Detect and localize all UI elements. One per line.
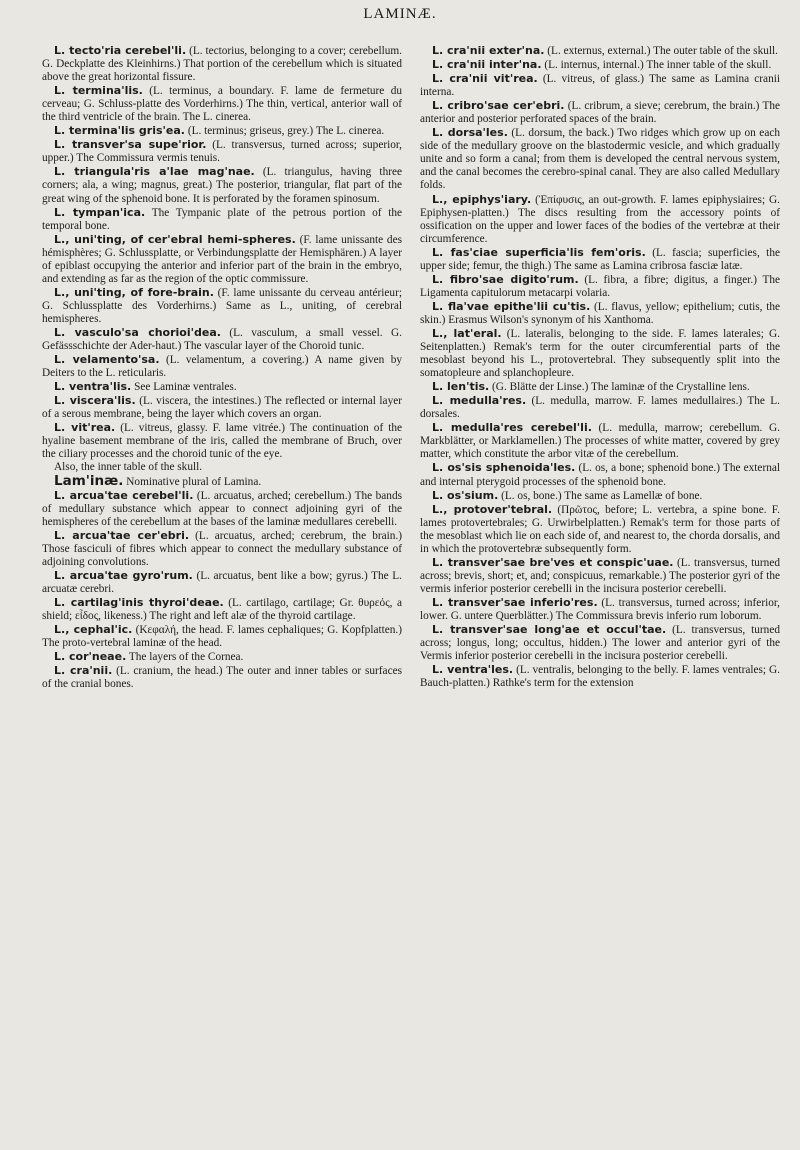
- entry-headword: Lam'inæ.: [54, 472, 124, 489]
- entry-headword: L. termina'lis gris'ea.: [54, 124, 185, 138]
- entry-definition: (F. lame unissante des hémisphères; G. Schlussplatte, or Verbindungsplatte der Hemisphären.) A layer of epiblast occupying the anterior and inferior part of the brain in the embryo, and extending as far as the region of the optic commissure.: [42, 233, 402, 285]
- dictionary-entry: [42, 489, 402, 529]
- entry-headword: L. medulla'res.: [432, 394, 527, 408]
- dictionary-entry: [420, 489, 780, 503]
- dictionary-entry: [420, 380, 780, 394]
- entry-definition: (F. lame unissante du cerveau antérieur; G. Schlussplatte des Vorderhirns.) Same as L., uniting, of cerebral hemispheres.: [42, 286, 402, 325]
- dictionary-entry: [420, 556, 780, 596]
- entry-definition: (L. tectorius, belonging to a cover; cerebellum. G. Deckplatte des Kleinhirns.) That portion of the cerebellum which is situated above the great horizontal fissure.: [42, 45, 402, 84]
- dictionary-entry: [420, 126, 780, 192]
- entry-headword: L. cra'nii inter'na.: [432, 58, 542, 72]
- entry-headword: L. medulla'res cerebel'li.: [432, 421, 592, 435]
- entry-definition: (L. transversus, turned across; longus, long; occultus, hidden.) The lower and anterior gyri of the Vermis inferior posterior cerebelli in the incisura posterior cerebelli.: [420, 624, 780, 663]
- entry-definition: (L. cranium, the head.) The outer and inner tables or surfaces of the cranial bones.: [42, 665, 402, 691]
- entry-definition: (L. fascia; superficies, the upper side; femur, the thigh.) The same as Lamina cribrosa fasciæ latæ.: [420, 246, 780, 272]
- entry-definition: (L. vitreus, glassy. F. lame vitrée.) The continuation of the hyaline basement membrane of the iris, called the membrane of Bruch, over the ciliary processes and the choroid tunic of the eye.: [42, 422, 403, 461]
- entry-headword: L. arcua'tae cer'ebri.: [54, 528, 190, 542]
- entry-definition: (Πρῶτος, before; L. vertebra, a spine bone. F. lames protovertebrales; G. Urwirbelplatten.) Remak's term for those parts of the mesoblast which lie on each side of, and nearest to, the chorda dorsalis, and in which the protovertebræ subsequently form.: [420, 503, 780, 555]
- dictionary-entry: [420, 300, 780, 327]
- entry-headword: L. cribro'sae cer'ebri.: [432, 99, 565, 113]
- entry-headword: L. viscera'lis.: [54, 394, 136, 408]
- dictionary-entry: [42, 623, 402, 650]
- entry-headword: L. tecto'ria cerebel'li.: [54, 44, 187, 57]
- entry-headword: L., protover'tebral.: [432, 502, 553, 516]
- entry-headword: L. fibro'sae digito'rum.: [432, 272, 579, 286]
- entry-headword: L., uni'ting, of cer'ebral hemi-spheres.: [54, 232, 296, 246]
- entry-headword: L. cartilag'inis thyroi'deae.: [54, 595, 224, 609]
- dictionary-entry: [42, 421, 402, 461]
- dictionary-entry: [420, 246, 780, 273]
- entry-definition: (L. transversus, turned across; superior, upper.) The Commissura vermis tenuis.: [42, 139, 403, 165]
- dictionary-entry: [420, 193, 780, 246]
- entry-definition: (L. transversus, turned across; brevis, short; et, and; conspicuus, remarkable.) The posterior gyri of the vermis inferior posterior cerebelli in the incisura posterior cerebelli.: [420, 556, 780, 595]
- entry-definition: See Laminæ ventrales.: [134, 381, 237, 394]
- entry-definition: (Κεφαλή, the head. F. lames cephaliques; G. Kopfplatten.) The proto-vertebral laminæ of the head.: [42, 624, 402, 650]
- right-column: [420, 44, 780, 690]
- entry-definition: (L. viscera, the intestines.) The reflected or internal layer of a serous membrane, being the layer which covers an organ.: [42, 395, 402, 421]
- entry-headword: L. termina'lis.: [54, 84, 143, 98]
- dictionary-entry: [420, 44, 780, 58]
- entry-headword: L. os'sis sphenoida'les.: [432, 461, 576, 475]
- dictionary-entry: [420, 72, 780, 99]
- entry-headword: L. arcua'tae gyro'rum.: [54, 568, 193, 582]
- dictionary-entry: [420, 663, 780, 690]
- entry-headword: L. dorsa'les.: [432, 126, 508, 140]
- entry-definition: (L. medulla, marrow. F. lames medullaires.) The L. dorsales.: [420, 395, 780, 421]
- entry-definition: The layers of the Cornea.: [128, 651, 244, 664]
- entry-headword: L. tympan'ica.: [54, 205, 146, 219]
- entry-headword: L. transver'sae long'ae et occul'tae.: [432, 623, 667, 637]
- entry-headword: L. arcua'tae cerebel'li.: [54, 488, 194, 502]
- dictionary-entry: [420, 623, 780, 663]
- dictionary-entry: [42, 206, 402, 233]
- entry-headword: L. cor'neae.: [54, 650, 127, 664]
- dictionary-entry: [42, 380, 402, 394]
- entry-definition: (L. cartilago, cartilage; Gr. θυρεός, a shield; εἶδος, likeness.) The right and left alæ of the thyroid cartilage.: [42, 596, 403, 622]
- dictionary-entry: [420, 394, 780, 421]
- dictionary-entry: [42, 286, 402, 326]
- entry-definition: (L. triangulus, having three corners; ala, a wing; magnus, great.) The posterior, triangular, flat part of the great wing of the sphenoid bone. It is perforated by the foramen spinosum.: [42, 166, 403, 205]
- entry-headword: L. fas'ciae superficia'lis fem'oris.: [432, 245, 646, 259]
- entry-definition: (L. arcuatus, arched; cerebellum.) The bands of medullary substance which appear to connect adjoining gyri of the hemispheres of the cerebellum at the bases of the laminæ medullares cerebelli.: [42, 489, 402, 528]
- entry-headword: L., cephal'ic.: [54, 623, 133, 637]
- entry-definition: The Tympanic plate of the petrous portion of the temporal bone.: [42, 206, 403, 232]
- running-head: LAMINÆ.: [363, 6, 437, 22]
- entry-headword: L. cra'nii exter'na.: [432, 44, 545, 57]
- entry-definition: (L. internus, internal.) The inner table of the skull.: [544, 59, 772, 72]
- dictionary-entry: [42, 165, 402, 205]
- entry-definition: (L. fibra, a fibre; digitus, a finger.) The Ligamenta capitulorum metacarpi volaria.: [420, 273, 781, 299]
- entry-definition: (G. Blätte der Linse.) The laminæ of the Crystalline lens.: [492, 381, 750, 394]
- entry-headword: L., uni'ting, of fore-brain.: [54, 285, 214, 299]
- dictionary-entry: [42, 529, 402, 569]
- entry-headword: L. fla'vae epithe'lii cu'tis.: [432, 299, 591, 313]
- entry-definition: (L. terminus; griseus, grey.) The L. cinerea.: [187, 125, 385, 138]
- entry-definition: (L. flavus, yellow; epithelium; cutis, the skin.) Erasmus Wilson's synonym of his Xanthoma.: [420, 300, 781, 326]
- entry-headword: L. vit'rea.: [54, 421, 116, 435]
- entry-headword: L. vasculo'sa chorioi'dea.: [54, 325, 221, 339]
- entry-definition: (L. os, bone.) The same as Lamellæ of bone.: [501, 489, 703, 502]
- entry-definition: (L. transversus, turned across; inferior, lower. G. untere Querblätter.) The Commissura brevis inferio rum loborum.: [420, 596, 781, 622]
- entry-definition: (L. vitreus, of glass.) The same as Lamina cranii interna.: [420, 73, 780, 99]
- entry-definition: (Ἐπίφυσις, an out-growth. F. lames epiphysiaires; G. Epiphysen-platten.) The discs resulting from the accessory points of ossification on the upper and lower faces of the bodies of the vertebræ at their circumference.: [420, 193, 780, 245]
- entry-headword: L. triangula'ris a'lae mag'nae.: [54, 165, 255, 179]
- dictionary-entry: [42, 664, 402, 691]
- dictionary-entry: [42, 44, 402, 84]
- dictionary-entry: [42, 326, 402, 353]
- entry-headword: L. velamento'sa.: [54, 353, 160, 367]
- dictionary-entry: [42, 233, 402, 286]
- dictionary-entry: [42, 569, 402, 596]
- entry-definition: (L. externus, external.) The outer table of the skull.: [547, 45, 778, 57]
- dictionary-entry: [420, 99, 780, 126]
- dictionary-entry: [42, 472, 402, 489]
- entry-definition: (L. dorsum, the back.) Two ridges which grow up on each side of the medullary groove on the blastodermic vesicle, and which gradually unite and so form a canal; from them is developed the central nervous system, and the canal becomes the cerebro-spinal canal. They are also called Medullary folds.: [420, 127, 780, 192]
- dictionary-entry: [420, 421, 780, 461]
- dictionary-entry: [42, 650, 402, 664]
- entry-headword: L. os'sium.: [432, 488, 499, 502]
- entry-definition: (L. velamentum, a covering.) A name given by Deiters to the L. reticularis.: [42, 354, 402, 380]
- dictionary-entry: [420, 503, 780, 556]
- entry-headword: L., epiphys'iary.: [432, 192, 532, 206]
- entry-definition: Also, the inner table of the skull.: [54, 461, 203, 474]
- entry-headword: L., lat'eral.: [432, 326, 502, 340]
- dictionary-entry: [42, 138, 402, 165]
- entry-definition: Nominative plural of Lamina.: [126, 475, 262, 488]
- dictionary-entry: [42, 394, 402, 421]
- entry-headword: L. ventra'lis.: [54, 380, 132, 394]
- entry-headword: L. len'tis.: [432, 380, 490, 394]
- entry-headword: L. transver'sae inferio'res.: [432, 595, 598, 609]
- entry-definition: (L. arcuatus, arched; cerebrum, the brain.) Those fasciculi of fibres which appear to connect the medullary substance of adjoining convolutions.: [42, 529, 402, 568]
- dictionary-entry: [420, 273, 780, 300]
- entry-definition: (L. cribrum, a sieve; cerebrum, the brain.) The anterior and posterior perforated spaces of the brain.: [420, 100, 781, 126]
- left-column: [42, 44, 402, 691]
- dictionary-entry: [42, 353, 402, 380]
- entry-definition: (L. terminus, a boundary. F. lame de fermeture du cerveau; G. Schluss-platte des Vorderhirns.) The thin, vertical, anterior wall of the third ventricle of the brain. The L. cinerea.: [42, 85, 402, 124]
- entry-headword: L. cra'nii vit'rea.: [432, 72, 538, 86]
- entry-definition: (L. os, a bone; sphenoid bone.) The external and internal pterygoid processes of the sphenoid bone.: [420, 462, 781, 488]
- entry-definition: (L. ventralis, belonging to the belly. F. lames ventrales; G. Bauch-platten.) Rathke's term for the extension: [420, 664, 780, 690]
- dictionary-entry: [420, 461, 780, 488]
- entry-definition: (L. arcuatus, bent like a bow; gyrus.) The L. arcuatæ cerebri.: [42, 569, 403, 595]
- dictionary-entry: [420, 58, 780, 72]
- dictionary-entry: [42, 84, 402, 124]
- dictionary-entry: [42, 596, 402, 623]
- entry-headword: L. ventra'les.: [432, 663, 514, 677]
- entry-definition: (L. medulla, marrow; cerebellum. G. Markblätter, or Marklamellen.) The processes of white matter, covered by grey matter, which constitute the arbor vitæ of the cerebellum.: [420, 422, 780, 461]
- entry-definition: (L. lateralis, belonging to the side. F. lames laterales; G. Seitenplatten.) Remak's term for the outer circumferential parts of the mesoblast beyond his L., protovertebral. They subsequently split into the somatopleure and splanchopleure.: [420, 327, 780, 380]
- dictionary-entry: [42, 124, 402, 138]
- entry-definition: (L. vasculum, a small vessel. G. Gefässschichte der Ader-haut.) The vascular layer of the Choroid tunic.: [42, 326, 402, 353]
- entry-headword: L. transver'sae bre'ves et conspic'uae.: [432, 555, 674, 569]
- entry-headword: L. transver'sa supe'rior.: [54, 138, 207, 152]
- dictionary-entry: [420, 596, 780, 623]
- dictionary-entry: [420, 327, 780, 380]
- entry-headword: L. cra'nii.: [54, 664, 113, 678]
